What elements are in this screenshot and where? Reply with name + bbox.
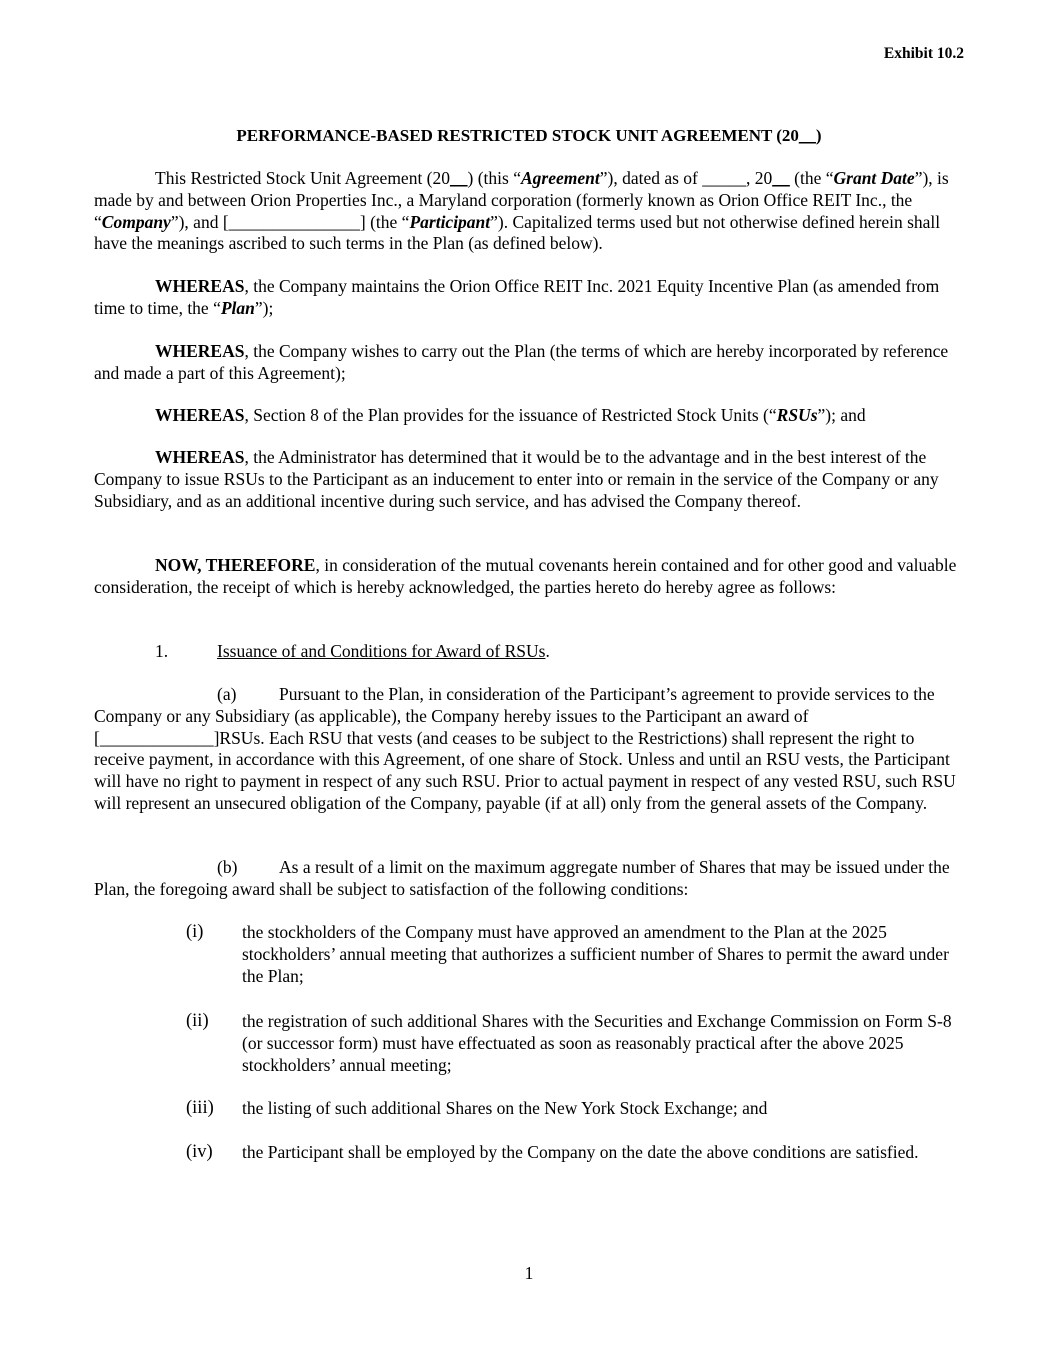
condition-item	[186, 1098, 966, 1120]
condition-number: (iv)	[186, 1142, 213, 1162]
condition-item	[186, 1011, 966, 1076]
condition-text: the stockholders of the Company must have approved an amendment to the Plan at the 2025 stockholders’ annual meeting that authorizes a sufficient number of Shares to permit the award under the Plan;	[242, 922, 949, 986]
section-1-heading: 1. Issuance of and Conditions for Award of RSUs.	[155, 641, 550, 661]
term-plan: Plan	[220, 297, 255, 318]
paragraph-b	[94, 857, 964, 901]
condition-text: the listing of such additional Shares on the New York Stock Exchange; and	[242, 1098, 768, 1118]
paragraph-b-label: (b)	[217, 857, 238, 877]
title-blank: __	[798, 126, 816, 145]
whereas-paragraph-2: WHEREAS, the Company wishes to carry out the Plan (the terms of which are hereby incorporated by reference and made a part of this Agreement);	[94, 341, 949, 383]
section-number: 1.	[155, 641, 169, 661]
whereas-paragraph-4: WHEREAS, the Administrator has determined that it would be to the advantage and in the best interest of the Company to issue RSUs to the Participant as an inducement to enter into or remain in the service of the Company or any Subsidiary, and as an additional incentive during such service, and has advised the Company thereof.	[94, 447, 939, 511]
title-close: )	[815, 126, 822, 145]
section-title: Issuance of and Conditions for Award of RSUs	[217, 641, 546, 661]
condition-item	[186, 922, 966, 987]
document-title	[94, 125, 964, 147]
term-company: Company	[101, 211, 171, 232]
whereas-paragraph-1: WHEREAS, the Company maintains the Orion Office REIT Inc. 2021 Equity Incentive Plan (as amended from time to time, the “Plan”);	[94, 276, 940, 318]
whereas-paragraph-3: WHEREAS, Section 8 of the Plan provides for the issuance of Restricted Stock Units (“RSUs”); and	[155, 405, 866, 425]
condition-text: the registration of such additional Shares with the Securities and Exchange Commission on Form S-8 (or successor form) must have effectuated as soon as reasonably practical after the above 2025 stockholders’ annual meeting;	[242, 1011, 952, 1075]
paragraph-a-label: (a)	[217, 684, 237, 704]
term-rsus: RSUs	[776, 405, 818, 425]
now-therefore-paragraph: NOW, THEREFORE, in consideration of the mutual covenants herein contained and for other good and valuable consideration, the receipt of which is hereby acknowledged, the parties hereto do hereby agree as follows:	[94, 555, 957, 597]
condition-item	[186, 1142, 966, 1164]
term-participant: Participant	[409, 211, 491, 232]
exhibit-label: Exhibit 10.2	[883, 45, 964, 62]
paragraph-a	[94, 684, 964, 815]
condition-text: the Participant shall be employed by the Company on the date the above conditions are satisfied.	[242, 1142, 919, 1162]
paragraph-a-text: Pursuant to the Plan, in consideration of the Participant’s agreement to provide services to the Company or any Subsidiary (as applicable), the Company hereby issues to the Participant an award of [_____________]RSUs. Each RSU that vests (and ceases to be subject to the Restrictions) shall represent the right to receive payment, in accordance with this Agreement, of one share of Stock. Unless and until an RSU vests, the Participant will have no right to payment in respect of any such RSU. Prior to actual payment in respect of any vested RSU, such RSU will represent an unsecured obligation of the Company, payable (if at all) only from the general assets of the Company.	[94, 684, 956, 813]
term-grant-date: Grant Date	[833, 168, 915, 188]
page-number: 1	[524, 1263, 534, 1283]
paragraph-b-text: As a result of a limit on the maximum aggregate number of Shares that may be issued under the Plan, the foregoing award shall be subject to satisfaction of the following conditions:	[94, 857, 950, 899]
term-agreement: Agreement	[520, 168, 600, 188]
condition-number: (ii)	[186, 1011, 209, 1031]
condition-number: (i)	[186, 922, 204, 942]
intro-paragraph: This Restricted Stock Unit Agreement (20__) (this “Agreement”), dated as of _____, 20__ (the “Grant Date”), is made by and between Orion Properties Inc., a Maryland corporation (formerly known as Orion Office REIT Inc., the “Company”), and [_______________] (the “Participant”). Capitalized terms used but not otherwise defined herein shall have the meanings ascribed to such terms in the Plan (as defined below).	[94, 168, 949, 254]
title-text: PERFORMANCE-BASED RESTRICTED STOCK UNIT AGREEMENT (20	[236, 126, 799, 145]
condition-number: (iii)	[186, 1098, 214, 1118]
